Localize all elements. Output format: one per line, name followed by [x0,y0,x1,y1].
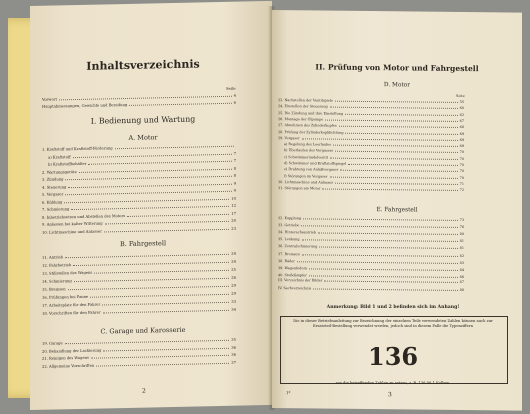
page-title: Inhaltsverzeichnis [86,57,200,73]
toc-entry-title: 40. Stoßdämpfer [278,272,307,278]
toc-entry-title: 1. Kraftstoff und Kraftstoff-Förderung [42,146,113,152]
toc-entry-page: 6 [233,100,236,105]
dot-leader [90,294,229,298]
toc-entry-page: 36 [231,352,236,357]
toc-entry-title: III. Verzeichnis der Bilder [278,278,323,283]
toc-entry-title: 34. Hinterachsantrieb [278,230,316,235]
toc-entry-page: 71 [459,181,464,186]
toc-entry-title: 7. Schmierung [42,207,70,212]
toc-entry-title: d) Schwimmer und Kraftstoffspiegel [284,161,347,166]
dot-leader [345,113,458,115]
dot-leader [297,261,458,264]
toc-entry-title: 14. Schmierung [42,279,72,284]
toc-entry-title: a) Kraftstoff [48,154,71,160]
toc-entry-title: 20. Behandlung der Lackierung [42,348,102,354]
toc-entry-title: 27. Abnehmen des Zylinderkopfes [278,123,337,128]
dot-leader [71,206,229,210]
dot-leader [322,189,457,191]
left-page [30,1,272,410]
toc-entry-page: 60 [459,106,464,111]
toc-entry-page: 9 [233,181,236,186]
toc-entry-title: 23. Nachstellen der Ventilspiele [278,98,333,103]
toc-entry-page: 24 [231,259,236,264]
toc-entry-title: IV. Sachverzeichnis [278,286,312,291]
section-heading: I. Bedienung und Wartung [90,114,196,126]
toc-entry-title: 3. Zündung [42,177,64,182]
toc-entry-title: 36. Zentralschmierung [278,244,318,249]
dot-leader [318,233,458,235]
column-header: Seite [456,93,465,99]
toc-entry-page: 29 [231,283,236,288]
dot-leader [333,145,458,147]
toc-entry-title: 6. Kühlung [42,199,63,205]
toc-entry-page: 70 [459,169,464,174]
dot-leader [330,107,458,109]
toc-entry-title: 16. Prüfungen bei Panne [42,294,89,300]
dot-leader [65,254,229,258]
toc-entry-title: 10. Lichtmaschine und Anlasser [42,228,102,235]
toc-entry-title: a) Regelung des Leerlaufes [284,142,332,147]
toc-entry-page: 76 [459,225,464,230]
note-text: Die in dieser Betriebsanleitung zur Bezeichnung der einzelnen Teile verwendeten Zahlen können auch zur Ersatzteil-Bestellung verwendet werden, jedoch sind in diesem Falle die Typenziffern [293,319,493,328]
dot-leader [64,198,229,202]
dot-leader [68,183,231,187]
dot-leader [330,176,458,178]
dot-leader [302,138,458,141]
toc-entry [278,286,464,293]
toc-entry-title: 8. Inbetriebsetzen und Abstellen des Motors [42,213,126,220]
toc-entry-title: c) Schwimmernadelventil [284,154,328,160]
toc-entry-page: 23 [231,226,236,231]
toc-entry-title: b) Überlaufen des Vergasers [284,148,334,154]
toc-entry-title: 5. Vergaser [42,192,64,197]
toc-entry-page: 69 [459,137,464,142]
dot-leader [302,240,458,243]
column-header: Seite [226,86,236,91]
toc-entry-page: 73 [459,217,464,223]
dot-leader [335,101,458,103]
toc-entry [42,360,236,369]
toc-entry-title: 29. Vergaser [278,135,300,141]
toc-entry-page: 24 [231,251,236,256]
dot-leader [335,183,458,185]
toc-entry-title: 32. Kupplung [278,216,302,221]
toc-entry-title: 31. Störungen am Motor [278,186,321,191]
toc-entry-page: 12 [231,203,236,208]
toc-entry-title: 12. Fahrbetrieb [42,263,72,268]
toc-entry-title: 18. Vorschriften für den Fahrer [42,310,101,316]
toc-entry-title: 30. Lichtmaschine und Anlasser [278,179,334,185]
toc-entry [278,278,464,285]
toc-entry-page: 9 [233,188,236,193]
toc-entry-title: 26. Montage der Ölpumpe [278,116,324,122]
toc-entry-page: 69 [459,144,464,149]
toc-entry-title: 2. Wartungsgeräte [42,169,77,175]
toc-entry-title: e) Drahtung von Anlaßvergaser [284,167,339,172]
toc-entry-title: 24. Einstellen der Steuerung [278,104,328,109]
toc-entry-page: 88 [459,287,464,293]
dot-leader [301,225,457,228]
type-number: 136 [368,342,419,371]
toc-entry-title: 21. Reinigen des Wagens [42,355,89,361]
subsection-heading: C. Garage und Karosserie [100,325,186,336]
toc-entry-page: 55 [459,99,464,105]
toc-entry [278,266,464,273]
dot-leader [319,247,457,249]
toc-entry-title: 19. Garage [42,341,63,346]
dot-leader [324,281,457,283]
dot-leader [313,288,457,291]
toc-entry-page: 69 [459,131,464,136]
toc-entry [278,230,464,237]
toc-entry-title: 17. Arbeitsplatz für den Fahrer [42,302,101,308]
toc-entry-page: 62 [459,112,464,117]
subsection-heading: A. Motor [128,133,158,142]
dot-leader [340,170,457,172]
dot-leader [127,213,229,216]
toc-entry-page: 86 [459,274,464,279]
toc-entry-page: 26 [231,275,236,280]
dot-leader [105,221,230,225]
toc-entry-page: 36 [231,345,236,350]
toc-entry-page: 67 [459,118,464,123]
page-number: 3 [388,391,392,399]
dot-leader [103,347,229,351]
dot-leader [79,168,232,172]
dot-leader [74,278,230,282]
toc-entry-page: 70 [459,156,464,161]
toc-entry [42,226,236,235]
dot-leader [91,355,229,359]
dot-leader [73,153,232,157]
toc-entry-page: 25 [231,267,236,272]
toc-entry-title: Hauptabmessungen, Gewichte und Bereifung [42,102,128,109]
toc-entry-title: 25. Die Zündung und ihre Einstellung [278,110,344,116]
toc-entry-title: 39. Wagenfedern [278,265,308,271]
page-number: 2 [142,387,146,395]
dot-leader [65,340,230,344]
toc-entry-page: 33 [231,299,236,304]
toc-entry [42,308,236,317]
toc-entry [278,252,464,259]
dot-leader [129,102,231,105]
toc-entry-page: 7 [233,158,236,163]
dot-leader [59,96,232,101]
dot-leader [94,270,229,274]
toc-entry-title: 28. Prüfung der Zylinderkopfdichtung [278,129,344,135]
subsection-heading: E. Fahrgestell [376,207,418,214]
toc-entry-page: 8 [233,166,236,171]
toc-entry-title: 11. Antrieb [42,255,64,260]
subsection-heading: D. Motor [383,82,411,89]
toc-entry-page: 34 [231,307,236,312]
toc-entry-page: 70 [459,162,464,168]
toc-entry-page: 29 [231,291,236,296]
dot-leader [309,275,458,278]
toc-entry-page: 81 [459,246,464,251]
dot-leader [335,151,458,153]
toc-entry-title: 22. Allgemeine Vorschriften [42,363,95,369]
dot-leader [302,254,458,257]
toc-entry-page: 7 [233,151,236,156]
toc-entry-page: 20 [231,218,236,223]
page-marker: 1* [286,390,291,396]
page-title: II. Prüfung von Motor und Fahrgestell [315,62,479,74]
note-heading: Anmerkung: Bild 1 und 2 befinden sich im Anhang! [326,305,460,310]
dot-leader [65,176,231,180]
toc-entry-title: 38. Räder [278,258,295,263]
dot-leader [73,262,229,266]
toc-entry-page: 84 [459,267,464,272]
toc-entry-page: 72 [459,188,464,193]
toc-entry-page: 81 [459,239,464,244]
toc-entry [278,259,464,266]
toc-entry-page: 8 [233,173,236,178]
toc-entry [278,223,464,230]
dot-leader [345,132,457,134]
toc-entry-page: 87 [459,279,464,285]
subsection-heading: B. Fahrgestell [119,239,167,249]
toc-entry-title: 9. Anlassen bei kalter Witterung [42,221,103,227]
toc-entry-page: 70 [459,175,464,180]
dot-leader [68,286,230,290]
toc-entry-title: b) Kraftstoffbehälter [48,161,87,167]
note-footer: vor die betreffenden Zahlen zu setzen, z. B. 136.06.1 Kolben. [335,381,451,385]
toc-entry-title: 13. Stillstellen des Wagens [42,270,93,276]
toc-entry-page: 83 [459,260,464,265]
toc-entry-title: f) Störungen im Vergaser [284,173,328,179]
toc-entry [278,216,464,223]
dot-leader [103,310,230,314]
toc-entry-title: Vorwort [42,97,57,102]
toc-entry [278,186,464,193]
toc-entry-page: 35 [231,337,236,342]
toc-entry-title: 37. Bremsen [278,251,300,256]
dot-leader [325,119,457,121]
dot-leader [348,164,457,166]
dot-leader [115,146,234,150]
toc-entry-title: 15. Bremsen [42,287,66,292]
dot-leader [309,268,457,271]
dot-leader [88,161,231,165]
toc-entry-page: 70 [459,150,464,155]
toc-entry-page: 10 [231,196,236,201]
dot-leader [96,362,229,366]
dot-leader [102,302,229,306]
dot-leader [303,218,458,221]
toc-entry-page: 68 [459,125,464,130]
toc-entry-title: 33. Getriebe [278,223,300,228]
toc-entry-page: 17 [231,211,236,216]
toc-entry-page: 37 [231,360,236,365]
dot-leader [65,191,231,195]
toc-entry-title: 35. Lenkung [278,237,300,242]
toc-entry-page: 4 [233,93,236,98]
toc-entry [278,244,464,251]
toc-entry [278,237,464,244]
dot-leader [339,126,458,128]
dot-leader [104,228,229,232]
toc-entry-page: 82 [459,253,464,258]
dot-leader [330,157,458,159]
toc-entry-title: 4. Steuerung [42,184,67,190]
toc-entry-page: 80 [459,232,464,237]
